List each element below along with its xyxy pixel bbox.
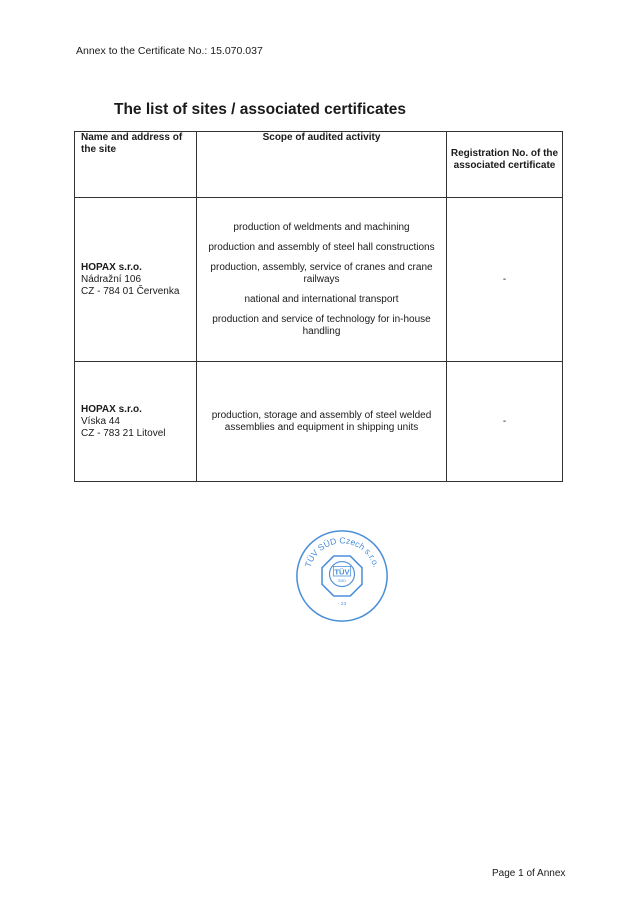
annex-header: Annex to the Certificate No.: 15.070.037 [76, 45, 263, 57]
scope-item: production, storage and assembly of steel welded assemblies and equipment in shipping units [211, 409, 432, 433]
tuv-stamp-icon [294, 528, 390, 624]
table-header-row [75, 132, 563, 198]
column-header-scope: Scope of audited activity [197, 132, 447, 198]
scope-item: production, assembly, service of cranes and crane railways [210, 261, 433, 285]
site-address-city: CZ - 784 01 Červenka [81, 285, 180, 297]
column-header-registration: Registration No. of the associated certificate [447, 132, 563, 198]
stamp-logo-subtext: SÜD [337, 579, 347, 584]
site-cell [75, 362, 197, 482]
column-header-site: Name and address of the site [75, 132, 197, 198]
site-address-street: Nádražní 106 [81, 273, 142, 285]
page-number: Page 1 of Annex [492, 868, 566, 879]
site-address-street: Víska 44 [81, 415, 120, 427]
registration-cell: - [447, 198, 563, 362]
scope-item: production of weldments and machining [233, 221, 410, 233]
table-row [75, 362, 563, 482]
scope-item: national and international transport [244, 293, 399, 305]
page-title: The list of sites / associated certificates [114, 101, 407, 118]
stamp-ring-text: TÜV SÜD Czech s.r.o. [302, 535, 382, 569]
scope-item: production and assembly of steel hall constructions [208, 241, 435, 253]
site-address-city: CZ - 783 21 Litovel [81, 427, 166, 439]
scope-cell [197, 198, 447, 362]
stamp-logo-text: TÜV [334, 567, 350, 577]
site-name: HOPAX s.r.o. [81, 261, 142, 273]
stamp-number: - 23 [337, 601, 347, 607]
registration-cell: - [447, 362, 563, 482]
site-cell [75, 198, 197, 362]
table-row [75, 198, 563, 362]
site-name: HOPAX s.r.o. [81, 403, 142, 415]
scope-item: production and service of technology for in-house handling [212, 313, 431, 337]
sites-table [74, 131, 563, 482]
scope-cell [197, 362, 447, 482]
